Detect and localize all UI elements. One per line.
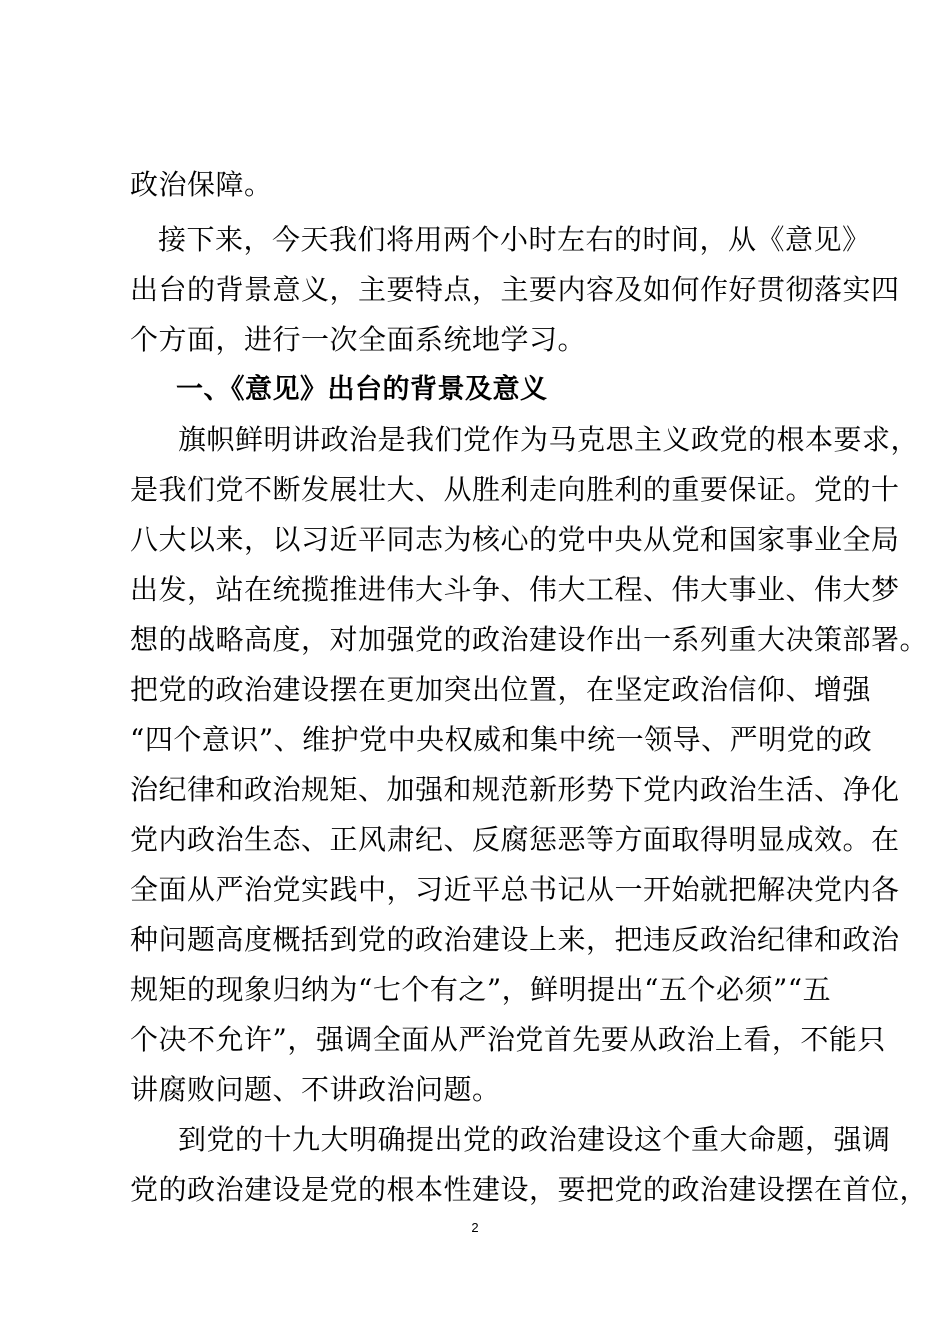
body-text-line: 接下来，今天我们将用两个小时左右的时间，从《意见》 bbox=[158, 223, 871, 256]
body-text-line: 党内政治生态、正风肃纪、反腐惩恶等方面取得明显成效。在 bbox=[130, 823, 900, 856]
body-text-line: 党的政治建设是党的根本性建设，要把党的政治建设摆在首位， bbox=[130, 1173, 929, 1206]
body-text-line: 种问题高度概括到党的政治建设上来，把违反政治纪律和政治 bbox=[130, 923, 900, 956]
page-number: 2 bbox=[471, 1220, 479, 1235]
body-text-line: 出发，站在统揽推进伟大斗争、伟大工程、伟大事业、伟大梦 bbox=[130, 573, 900, 606]
body-text-line: 个决不允许”，强调全面从严治党首先要从政治上看，不能只 bbox=[130, 1023, 886, 1056]
body-text-line: 八大以来，以习近平同志为核心的党中央从党和国家事业全局 bbox=[130, 523, 900, 556]
body-text-line: 全面从严治党实践中，习近平总书记从一开始就把解决党内各 bbox=[130, 873, 900, 906]
body-text-line: 想的战略高度，对加强党的政治建设作出一系列重大决策部署。 bbox=[130, 623, 929, 656]
body-text-line: 讲腐败问题、不讲政治问题。 bbox=[130, 1073, 501, 1106]
section-heading: 一、《意见》出台的背景及意义 bbox=[176, 374, 548, 405]
body-text-line: 治纪律和政治规矩、加强和规范新形势下党内政治生活、净化 bbox=[130, 773, 900, 806]
body-text-line: 旗帜鲜明讲政治是我们党作为马克思主义政党的根本要求， bbox=[178, 423, 920, 456]
body-text-line: 政治保障。 bbox=[130, 168, 273, 201]
body-text-line: 个方面，进行一次全面系统地学习。 bbox=[130, 323, 587, 356]
body-text-line: 是我们党不断发展壮大、从胜利走向胜利的重要保证。党的十 bbox=[130, 473, 900, 506]
body-text-line: 出台的背景意义，主要特点，主要内容及如何作好贯彻落实四 bbox=[130, 273, 900, 306]
body-text-line: 把党的政治建设摆在更加突出位置，在坚定政治信仰、增强 bbox=[130, 673, 872, 706]
body-text-line: 到党的十九大明确提出党的政治建设这个重大命题，强调 bbox=[178, 1123, 891, 1156]
body-text-line: 规矩的现象归纳为“七个有之”，鲜明提出“五个必须”“五 bbox=[130, 973, 832, 1006]
body-text-line: “四个意识”、维护党中央权威和集中统一领导、严明党的政 bbox=[130, 723, 873, 756]
